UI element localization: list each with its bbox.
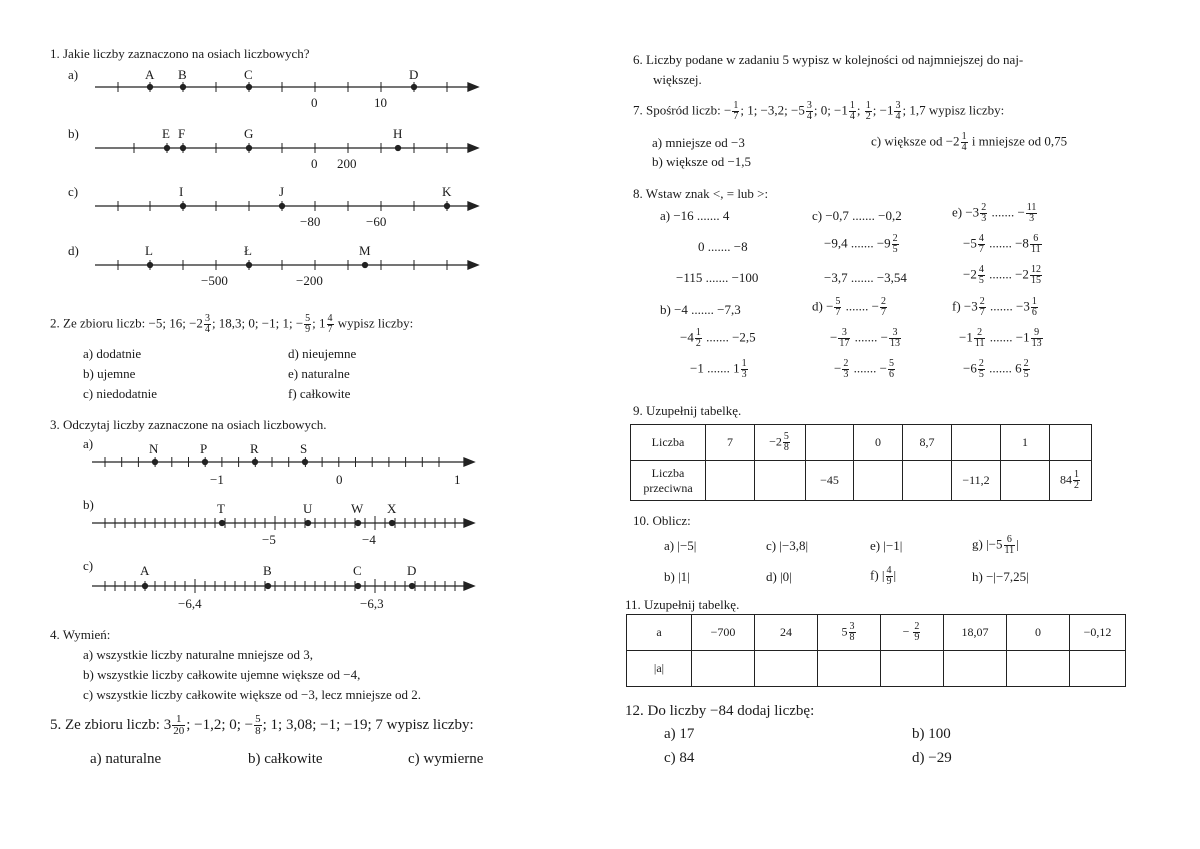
tick-label: −200 bbox=[296, 273, 323, 288]
q11-title: 11. Uzupełnij tabelkę. bbox=[625, 597, 740, 612]
list-item: a) wszystkie liczby naturalne mniejsze od 3, bbox=[83, 647, 313, 662]
list-item: b) większe od −1,5 bbox=[652, 154, 752, 169]
q3-title: 3. Odczytaj liczby zaznaczone na osiach liczbowych. bbox=[50, 417, 327, 432]
table-cell[interactable] bbox=[1001, 461, 1050, 501]
list-item: c) |−3,8| bbox=[766, 538, 809, 553]
q8-item: b) −4 ....... −7,3 bbox=[660, 302, 741, 317]
table-row bbox=[631, 461, 1092, 501]
q8-item: − $\frac{3}{17}$ ....... − $\frac{3}{13}$ bbox=[830, 327, 900, 349]
table-cell: 84 $\frac{1}{2}$ bbox=[1050, 461, 1092, 501]
q1-title: 1. Jakie liczby zaznaczono na osiach liczbowych? bbox=[50, 46, 310, 61]
q8-item: a) −16 ....... 4 bbox=[660, 208, 730, 223]
list-item: c) wszystkie liczby całkowite większe od −3, lecz mniejsze od 2. bbox=[83, 687, 421, 702]
point-label: W bbox=[351, 501, 364, 516]
tick-label: 1 bbox=[454, 472, 461, 487]
point-label: T bbox=[217, 501, 225, 516]
q8-item: −6 $\frac{2}{5}$ ....... 6 $\frac{2}{5}$ bbox=[963, 358, 1029, 380]
q2-title: 2. Ze zbioru liczb: −5; 16; −2 $\frac{3}{4}$ ; 18,3; 0; −1; 1; − $\frac{5}{9}$ ; 1 $\frac{4}{7}$ wypisz liczby: bbox=[50, 313, 414, 335]
q3c-part: c) bbox=[83, 558, 94, 573]
q8-item: d) − $\frac{5}{7}$ ....... − $\frac{2}{7}$ bbox=[812, 296, 887, 318]
q3a-part: a) bbox=[83, 436, 94, 451]
point-label: F bbox=[178, 126, 186, 141]
point-label: D bbox=[407, 563, 417, 578]
point-label: B bbox=[263, 563, 272, 578]
q3b-part: b) bbox=[83, 497, 94, 512]
list-item: c) 84 bbox=[664, 750, 695, 766]
table-cell[interactable] bbox=[755, 651, 818, 687]
q8-item: − $\frac{2}{3}$ ....... − $\frac{5}{6}$ bbox=[834, 358, 894, 380]
list-item: d) nieujemne bbox=[288, 346, 357, 361]
list-item: a) 17 bbox=[664, 726, 695, 742]
q8-title: 8. Wstaw znak <, = lub >: bbox=[633, 186, 769, 201]
q8-item: −3,7 ....... −3,54 bbox=[824, 270, 907, 285]
tick-label: −6,3 bbox=[360, 596, 384, 611]
point-label: L bbox=[145, 243, 153, 258]
point-label: S bbox=[300, 441, 308, 456]
q1a-part: a) bbox=[68, 67, 79, 82]
table-cell[interactable]: −2 $\frac{5}{8}$ bbox=[755, 425, 806, 461]
list-item: d) −29 bbox=[912, 750, 952, 766]
table-cell: 0 bbox=[854, 425, 903, 461]
list-item: b) |1| bbox=[664, 569, 690, 584]
table-cell[interactable] bbox=[1070, 651, 1126, 687]
q5-title: 5. Ze zbioru liczb: 3 $\frac{1}{20}$ ; −1,2; 0; − $\frac{5}{8}$ ; 1; 3,08; −1; −19; 7 wypisz liczby: bbox=[50, 713, 474, 737]
table-cell: Liczba bbox=[631, 425, 706, 461]
q6-line2: większej. bbox=[653, 72, 702, 87]
table-cell: 1 bbox=[1001, 425, 1050, 461]
point-label: I bbox=[179, 184, 184, 199]
table-q11 bbox=[626, 614, 1126, 687]
table-cell[interactable] bbox=[755, 461, 806, 501]
q8-item: e) −3 $\frac{2}{3}$ ....... − $\frac{11}{3}$ bbox=[952, 202, 1037, 224]
table-cell[interactable] bbox=[806, 425, 854, 461]
table-cell: 0 bbox=[1007, 615, 1070, 651]
point-label: A bbox=[140, 563, 150, 578]
point-label: B bbox=[178, 67, 187, 82]
point-label: M bbox=[359, 243, 371, 258]
q7-title: 7. Spośród liczb: − $\frac{1}{7}$ ; 1; −3,2; −5 $\frac{3}{4}$ ; 0; −1 $\frac{1}{4}$ ; $\frac{1}{2}$ ; −1 $\frac{3}{4}$ ; 1,7 wypisz liczby: bbox=[633, 100, 1005, 122]
table-cell[interactable] bbox=[818, 651, 881, 687]
table-cell[interactable] bbox=[1050, 425, 1092, 461]
table-cell: Liczba przeciwna bbox=[631, 461, 706, 501]
table-cell[interactable] bbox=[706, 461, 755, 501]
list-item: b) 100 bbox=[912, 726, 951, 742]
table-cell: 24 bbox=[755, 615, 818, 651]
table-cell: −45 bbox=[806, 461, 854, 501]
table-cell: − $\frac{2}{9}$ bbox=[881, 615, 944, 651]
q9-title: 9. Uzupełnij tabelkę. bbox=[633, 403, 742, 418]
table-cell: −0,12 bbox=[1070, 615, 1126, 651]
list-item: a) dodatnie bbox=[83, 346, 142, 361]
list-item: h) −|−7,25| bbox=[972, 569, 1029, 584]
table-cell: −11,2 bbox=[952, 461, 1001, 501]
list-item: c) wymierne bbox=[408, 751, 484, 767]
tick-label: 10 bbox=[374, 95, 387, 110]
table-cell[interactable] bbox=[944, 651, 1007, 687]
q8-item: −9,4 ....... −9 $\frac{2}{5}$ bbox=[824, 233, 898, 255]
table-cell[interactable] bbox=[854, 461, 903, 501]
q8-item: −1 ....... 1 $\frac{1}{3}$ bbox=[690, 358, 747, 380]
table-q9 bbox=[630, 424, 1092, 501]
point-label: C bbox=[353, 563, 362, 578]
q8-item: c) −0,7 ....... −0,2 bbox=[812, 208, 902, 223]
point-label: C bbox=[244, 67, 253, 82]
point-label: H bbox=[393, 126, 403, 141]
q1c-part: c) bbox=[68, 184, 79, 199]
q8-item: f) −3 $\frac{2}{7}$ ....... −3 $\frac{1}{6}$ bbox=[952, 296, 1037, 318]
list-item: b) wszystkie liczby całkowite ujemne większe od −4, bbox=[83, 667, 361, 682]
q10-title: 10. Oblicz: bbox=[633, 513, 691, 528]
point-label: P bbox=[200, 441, 208, 456]
tick-label: −80 bbox=[300, 214, 321, 229]
list-item: e) |−1| bbox=[870, 538, 903, 553]
point-label: K bbox=[442, 184, 452, 199]
table-row bbox=[627, 651, 1126, 687]
table-cell: 5 $\frac{3}{8}$ bbox=[818, 615, 881, 651]
list-item: a) naturalne bbox=[90, 751, 162, 767]
point-label: J bbox=[279, 184, 285, 199]
tick-label: −60 bbox=[366, 214, 387, 229]
q8-item: −115 ....... −100 bbox=[676, 270, 759, 285]
table-cell[interactable] bbox=[881, 651, 944, 687]
list-item: f) całkowite bbox=[288, 386, 351, 401]
point-label: X bbox=[387, 501, 397, 516]
list-item: d) |0| bbox=[766, 569, 792, 584]
tick-label: −1 bbox=[210, 472, 224, 487]
table-cell: 8,7 bbox=[903, 425, 952, 461]
q8-item: −4 $\frac{1}{2}$ ....... −2,5 bbox=[680, 327, 756, 349]
point-label: Ł bbox=[244, 243, 252, 258]
q12-title: 12. Do liczby −84 dodaj liczbę: bbox=[625, 703, 815, 719]
table-cell[interactable] bbox=[692, 651, 755, 687]
table-row bbox=[631, 425, 1092, 461]
q8-item: −2 $\frac{4}{5}$ ....... −2 $\frac{12}{15}$ bbox=[963, 264, 1041, 286]
list-item: b) ujemne bbox=[83, 366, 136, 381]
table-row bbox=[627, 615, 1126, 651]
q6-line1: 6. Liczby podane w zadaniu 5 wypisz w kolejności od najmniejszej do naj- bbox=[633, 52, 1024, 67]
q8-item: −1 $\frac{2}{11}$ ....... −1 $\frac{9}{13}$ bbox=[959, 327, 1042, 349]
tick-label: −500 bbox=[201, 273, 228, 288]
tick-label: 0 bbox=[336, 472, 343, 487]
point-label: G bbox=[244, 126, 254, 141]
table-cell: 18,07 bbox=[944, 615, 1007, 651]
point-label: E bbox=[162, 126, 170, 141]
point-label: A bbox=[145, 67, 155, 82]
q1d-part: d) bbox=[68, 243, 79, 258]
list-item: f) | $\frac{4}{9}$ | bbox=[870, 565, 897, 587]
q8-item: 0 ....... −8 bbox=[698, 239, 748, 254]
list-item: c) niedodatnie bbox=[83, 386, 157, 401]
table-cell[interactable] bbox=[1007, 651, 1070, 687]
tick-label: −5 bbox=[262, 532, 276, 547]
list-item: b) całkowite bbox=[248, 751, 323, 767]
list-item: a) |−5| bbox=[664, 538, 697, 553]
q1b-part: b) bbox=[68, 126, 79, 141]
tick-label: −6,4 bbox=[178, 596, 202, 611]
table-cell: a bbox=[627, 615, 692, 651]
tick-label: −4 bbox=[362, 532, 376, 547]
q4-title: 4. Wymień: bbox=[50, 627, 111, 642]
table-cell: |a| bbox=[627, 651, 692, 687]
q8-item: −5 $\frac{4}{7}$ ....... −8 $\frac{6}{11}$ bbox=[963, 233, 1041, 255]
table-cell: 7 bbox=[706, 425, 755, 461]
table-cell: −700 bbox=[692, 615, 755, 651]
tick-label: 0 bbox=[311, 95, 318, 110]
list-item: a) mniejsze od −3 bbox=[652, 135, 745, 150]
list-item: g) |−5 $\frac{6}{11}$ | bbox=[972, 534, 1019, 556]
tick-label: 0 bbox=[311, 156, 318, 171]
table-cell[interactable] bbox=[903, 461, 952, 501]
tick-label: 200 bbox=[337, 156, 357, 171]
list-item: e) naturalne bbox=[288, 366, 350, 381]
point-label: N bbox=[149, 441, 159, 456]
point-label: U bbox=[303, 501, 313, 516]
table-cell[interactable] bbox=[952, 425, 1001, 461]
list-item: c) większe od −2 $\frac{1}{4}$ i mniejsze od 0,75 bbox=[871, 131, 1068, 153]
point-label: R bbox=[250, 441, 259, 456]
point-label: D bbox=[409, 67, 419, 82]
